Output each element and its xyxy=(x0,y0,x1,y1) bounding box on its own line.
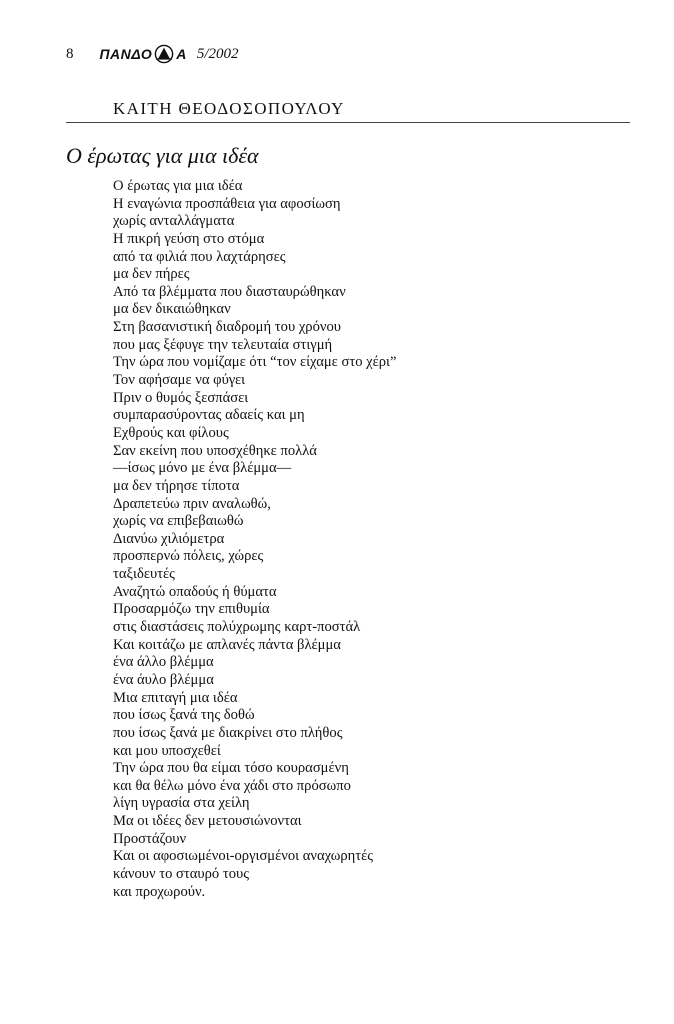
magazine-logo xyxy=(100,44,187,64)
poem-line: Την ώρα που θα είμαι τόσο κουρασμένη xyxy=(113,760,349,777)
page-number: 8 xyxy=(66,45,74,62)
poem-line: λίγη υγρασία στα χείλη xyxy=(113,795,250,812)
header-rule xyxy=(66,122,630,123)
pyramid-emblem-icon xyxy=(154,44,174,64)
poem-line: συμπαρασύροντας αδαείς και μη xyxy=(113,407,305,424)
poem-line: και μου υποσχεθεί xyxy=(113,742,221,759)
poem-line: Στη βασανιστική διαδρομή του χρόνου xyxy=(113,319,341,336)
poem-line: Προσαρμόζω την επιθυμία xyxy=(113,601,270,618)
poem-line: μα δεν πήρες xyxy=(113,266,190,283)
poem-line: ένα άλλο βλέμμα xyxy=(113,654,214,671)
poem-title: Ο έρωτας για μια ιδέα xyxy=(66,143,259,168)
poem-line: χωρίς να επιβεβαιωθώ xyxy=(113,513,244,530)
poem-line: Η πικρή γεύση στο στόμα xyxy=(113,230,265,247)
poem-line: Μια επιταγή μια ιδέα xyxy=(113,689,238,706)
magazine-logo-text-left: ΠΑΝΔΟ xyxy=(99,46,153,62)
poem-line: και προχωρούν. xyxy=(113,883,206,900)
author-name: ΚΑΙΤΗ ΘΕΟΔΟΣΟΠΟΥΛΟΥ xyxy=(113,99,345,118)
poem-line: Τον αφήσαμε να φύγει xyxy=(113,372,246,389)
poem-line: Την ώρα που νομίζαμε ότι “τον είχαμε στο χέρι” xyxy=(113,354,397,371)
poem-line: που μας ξέφυγε την τελευταία στιγμή xyxy=(113,336,333,353)
poem-line: κάνουν το σταυρό τους xyxy=(113,865,250,882)
poem-line: Και οι αφοσιωμένοι-οργισμένοι αναχωρητές xyxy=(113,848,374,865)
poem-line: Η εναγώνια προσπάθεια για αφοσίωση xyxy=(113,195,341,212)
poem-line: και θα θέλω μόνο ένα χάδι στο πρόσωπο xyxy=(113,777,351,794)
poem-line: Εχθρούς και φίλους xyxy=(113,424,229,441)
poem-line: από τα φιλιά που λαχτάρησες xyxy=(113,248,286,265)
poem-line: που ίσως ξανά με διακρίνει στο πλήθος xyxy=(113,724,343,741)
poem-body xyxy=(113,178,396,901)
poem-line: ένα άυλο βλέμμα xyxy=(113,671,214,688)
poem-line: Σαν εκείνη που υποσχέθηκε πολλά xyxy=(113,442,317,459)
poem-line: Προστάζουν xyxy=(113,830,187,847)
poem-line: Ο έρωτας για μια ιδέα xyxy=(113,178,243,194)
poem-line: προσπερνώ πόλεις, χώρες xyxy=(113,548,264,565)
poem-line: μα δεν τήρησε τίποτα xyxy=(113,477,240,494)
poem-line: Πριν ο θυμός ξεσπάσει xyxy=(113,389,249,406)
poem-line: ταξιδευτές xyxy=(113,566,175,583)
poem-line: χωρίς ανταλλάγματα xyxy=(113,213,235,230)
running-head xyxy=(66,44,239,64)
poem-line: Μα οι ιδέες δεν μετουσιώνονται xyxy=(113,813,302,830)
poem-line: Και κοιτάζω με απλανές πάντα βλέμμα xyxy=(113,636,341,653)
poem-line: —ίσως μόνο με ένα βλέμμα— xyxy=(113,460,292,477)
poem-line: Αναζητώ οπαδούς ή θύματα xyxy=(113,583,277,600)
poem-line: Από τα βλέμματα που διασταυρώθηκαν xyxy=(113,283,346,300)
poem-line: μα δεν δικαιώθηκαν xyxy=(113,301,231,318)
magazine-logo-text-right: Α xyxy=(176,46,187,62)
issue-date: 5/2002 xyxy=(196,45,239,62)
poem-line: που ίσως ξανά της δοθώ xyxy=(113,707,255,724)
poem-line: στις διαστάσεις πολύχρωμης καρτ-ποστάλ xyxy=(113,619,361,636)
poem-line: Δραπετεύω πριν αναλωθώ, xyxy=(113,495,271,512)
poem-line: Διανύω χιλιόμετρα xyxy=(113,530,225,547)
